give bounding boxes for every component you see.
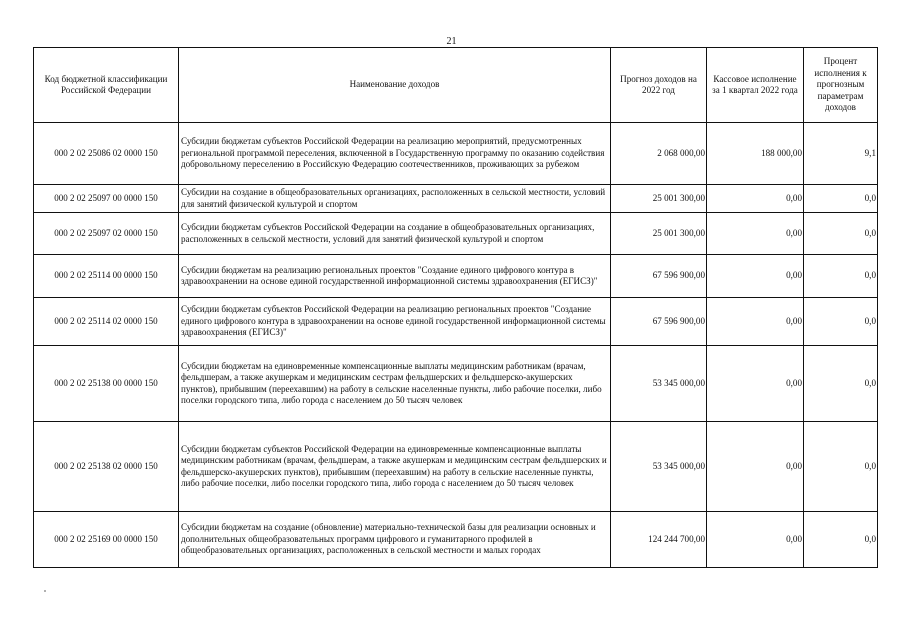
row-cash: 0,00: [707, 298, 804, 346]
row-percent: 0,0: [804, 213, 878, 255]
row-forecast: 67 596 900,00: [611, 255, 707, 298]
row-name: Субсидии бюджетам на реализацию региональных проектов "Создание единого цифрового контура в здравоохранении на основе единой государственной информационной системы здравоохранения (ЕГИСЗ)": [179, 255, 611, 298]
row-cash: 0,00: [707, 255, 804, 298]
row-cash: 0,00: [707, 213, 804, 255]
row-name: Субсидии бюджетам на единовременные компенсационные выплаты медицинским работникам (врачам, фельдшерам, а также акушеркам и медицинским сестрам фельдшерских и фельдшерско-акушерских пунктов), прибывшим (переехавшим) на работу в сельские населенные пункты, либо рабочие поселки, либо поселки городского типа, либо города с населением до 50 тысяч человек: [179, 346, 611, 422]
row-code: 000 2 02 25138 02 0000 150: [34, 422, 179, 512]
header-cash-execution: Кассовое исполнение за 1 квартал 2022 года: [707, 48, 804, 123]
row-code: 000 2 02 25086 02 0000 150: [34, 123, 179, 185]
row-code: 000 2 02 25169 00 0000 150: [34, 512, 179, 568]
row-percent: 0,0: [804, 346, 878, 422]
row-percent: 0,0: [804, 512, 878, 568]
row-cash: 188 000,00: [707, 123, 804, 185]
table-row: [34, 422, 878, 512]
row-name: Субсидии бюджетам субъектов Российской Федерации на реализацию мероприятий, предусмотренных региональной программой переселения, включенной в Государственную программу по оказанию содействия добровольному переселению в Российскую Федерацию соотечественников, проживающих за рубежом: [179, 123, 611, 185]
row-forecast: 25 001 300,00: [611, 185, 707, 213]
row-code: 000 2 02 25097 02 0000 150: [34, 213, 179, 255]
header-forecast: Прогноз доходов на 2022 год: [611, 48, 707, 123]
row-name: Субсидии бюджетам субъектов Российской Федерации на создание в общеобразовательных организациях, расположенных в сельской местности, условий для занятий физической культурой и спортом: [179, 213, 611, 255]
row-code: 000 2 02 25138 00 0000 150: [34, 346, 179, 422]
row-name: Субсидии бюджетам на создание (обновление) материально-технической базы для реализации основных и дополнительных общеобразовательных программ цифрового и гуманитарного профилей в общеобразовательных организациях, расположенных в сельской местности и малых городах: [179, 512, 611, 568]
row-code: 000 2 02 25114 00 0000 150: [34, 255, 179, 298]
table-row: [34, 123, 878, 185]
row-cash: 0,00: [707, 512, 804, 568]
table-row: [34, 213, 878, 255]
header-percent: Процент исполнения к прогнозным параметрам доходов: [804, 48, 878, 123]
row-name: Субсидии бюджетам субъектов Российской Федерации на единовременные компенсационные выплаты медицинским работникам (врачам, фельдшерам, а также акушеркам и медицинским сестрам фельдшерских и фельдшерско-акушерских пунктов), прибывшим (переехавшим) на работу в сельские населенные пункты, либо рабочие поселки, либо поселки городского типа, либо города с населением до 50 тысяч человек: [179, 422, 611, 512]
row-code: 000 2 02 25097 00 0000 150: [34, 185, 179, 213]
row-cash: 0,00: [707, 422, 804, 512]
header-name: Наименование доходов: [179, 48, 611, 123]
table-header-row: [34, 48, 878, 123]
row-cash: 0,00: [707, 185, 804, 213]
row-forecast: 124 244 700,00: [611, 512, 707, 568]
row-percent: 0,0: [804, 185, 878, 213]
row-forecast: 53 345 000,00: [611, 422, 707, 512]
revenue-table: [33, 47, 878, 568]
table-row: [34, 298, 878, 346]
page-number: 21: [446, 36, 457, 47]
header-code: Код бюджетной классификации Российской Федерации: [34, 48, 179, 123]
row-cash: 0,00: [707, 346, 804, 422]
row-percent: 0,0: [804, 298, 878, 346]
row-forecast: 67 596 900,00: [611, 298, 707, 346]
scan-speck: [44, 590, 46, 592]
table-row: [34, 512, 878, 568]
row-forecast: 25 001 300,00: [611, 213, 707, 255]
row-percent: 0,0: [804, 422, 878, 512]
row-name: Субсидии бюджетам субъектов Российской Федерации на реализацию региональных проектов "Создание единого цифрового контура в здравоохранении на основе единой государственной информационной системы здравоохранения (ЕГИСЗ)": [179, 298, 611, 346]
row-forecast: 2 068 000,00: [611, 123, 707, 185]
table-row: [34, 255, 878, 298]
row-name: Субсидии на создание в общеобразовательных организациях, расположенных в сельской местности, условий для занятий физической культурой и спортом: [179, 185, 611, 213]
table-row: [34, 346, 878, 422]
table-row: [34, 185, 878, 213]
row-percent: 9,1: [804, 123, 878, 185]
row-forecast: 53 345 000,00: [611, 346, 707, 422]
row-code: 000 2 02 25114 02 0000 150: [34, 298, 179, 346]
row-percent: 0,0: [804, 255, 878, 298]
